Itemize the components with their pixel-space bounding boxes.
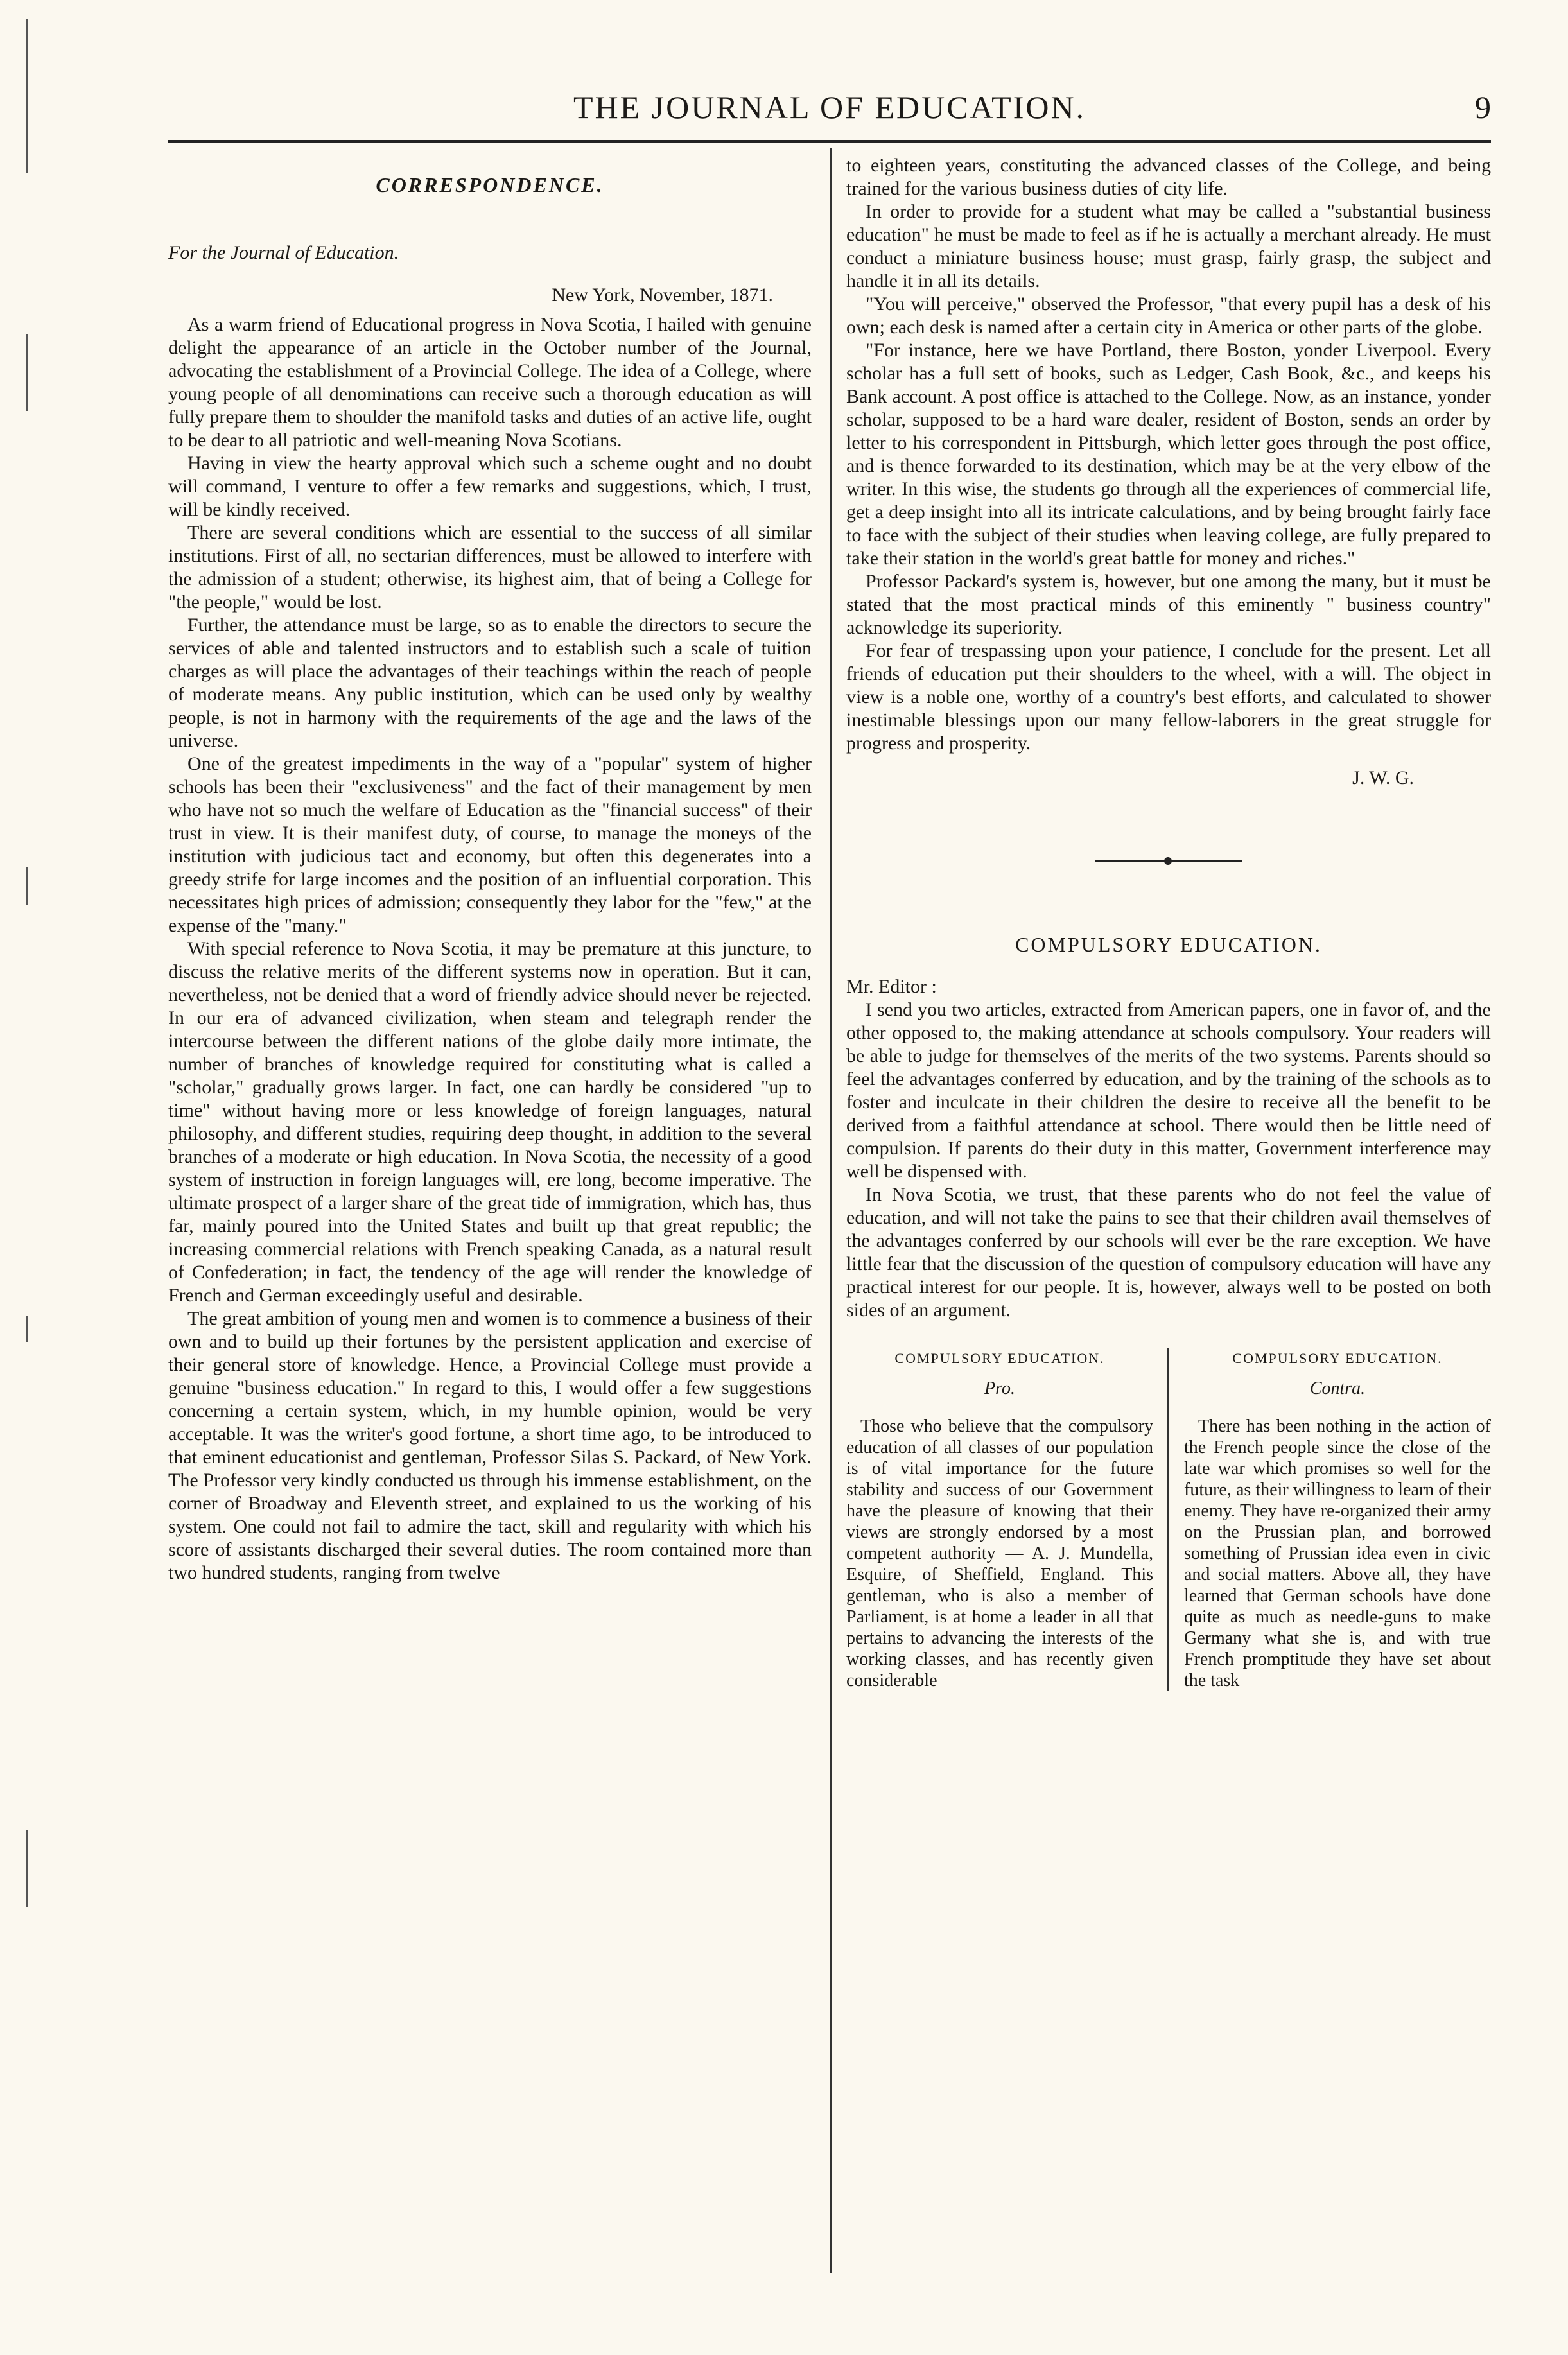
paragraph: Further, the attendance must be large, so as to enable the directors to secure the services of able and talented instructors and to establish such a scale of tuition charges as will place the advantages of their teachings within the reach of people of moderate means. Any public institution, which can be used only by wealthy people, is not in harmony with the requirements of the age and the laws of the universe. bbox=[168, 614, 812, 751]
pro-subtitle: Pro. bbox=[984, 1378, 1015, 1398]
contra-column bbox=[1184, 1348, 1491, 1691]
salutation: Mr. Editor : bbox=[846, 976, 937, 997]
compulsory-title: COMPULSORY EDUCATION. bbox=[1015, 933, 1322, 956]
paragraph: Professor Packard's system is, however, but one among the many, but it must be stated that the most practical minds of this eminently " business country" acknowledge its superiority. bbox=[846, 571, 1491, 638]
continued-paragraph: to eighteen years, constituting the advanced classes of the College, and being trained for the various business duties of city life. bbox=[846, 155, 1491, 199]
margin-mark bbox=[26, 334, 28, 411]
paragraph: I send you two articles, extracted from American papers, one in favor of, and the other opposed to, the making attendance at schools compulsory. Your readers will be able to judge for themselves of the merits of the two systems. Parents should so feel the advantages conferred by education, and by the training of the schools as to foster and inculcate in their children the desire to receive all the benefit to be derived from a faithful attendance at school. There would then be little need of compulsion. If parents do their duty in this matter, Government interference may well be dispensed with. bbox=[846, 999, 1491, 1182]
paragraph: There are several conditions which are essential to the success of all similar institutions. First of all, no sectarian differences, must be allowed to interfere with the admission of a student; otherwise, its highest aim, that of being a College for "the people," would be lost. bbox=[168, 522, 812, 613]
paragraph: "You will perceive," observed the Professor, "that every pupil has a desk of his own; each desk is named after a certain city in America or other parts of the globe. bbox=[846, 293, 1491, 338]
journal-title: THE JOURNAL OF EDUCATION. bbox=[573, 89, 1086, 125]
correspondence-title: CORRESPONDENCE. bbox=[376, 173, 604, 196]
margin-mark bbox=[26, 19, 28, 173]
page-header bbox=[168, 83, 1491, 135]
contra-text: There has been nothing in the action of the French people since the close of the late war which promises so well for the future, as their willingness to learn of their enemy. They have re-organized their army on the Prussian plan, and borrowed something of Prussian idea even in civic and social matters. Above all, they have learned that German schools have done quite as much as needle-guns to make Germany what she is, and with true French promptitude they have set about the task bbox=[1184, 1416, 1491, 1690]
left-column bbox=[168, 154, 812, 1585]
margin-mark bbox=[26, 1316, 28, 1342]
paragraph: One of the greatest impediments in the way of a "popular" system of higher schools has been their "exclusiveness" and the fact of their management by men who have not so much the welfare of Education as the "financial success" of their trust in view. It is their manifest duty, of course, to manage the moneys of the institution with judicious tact and economy, but often this degenerates into a greedy strife for large incomes and the position of an influential corporation. This necessitates high prices of admission; consequently they labor for the "few," at the expense of the "many." bbox=[168, 753, 812, 936]
paragraph: Having in view the hearty approval which such a scheme ought and no doubt will command, I venture to offer a few remarks and suggestions, which, I trust, will be kindly received. bbox=[168, 453, 812, 520]
pro-column bbox=[846, 1348, 1153, 1691]
paragraph: In Nova Scotia, we trust, that these parents who do not feel the value of education, and will not take the pains to see that their children avail themselves of the advantages conferred by our schools will ever be the rare exception. We have little fear that the discussion of the question of compulsory education will have any practical interest for our people. It is, however, always well to be posted on both sides of an argument. bbox=[846, 1184, 1491, 1321]
section-divider bbox=[1095, 860, 1242, 862]
contra-subtitle: Contra. bbox=[1309, 1378, 1366, 1398]
right-column bbox=[846, 154, 1491, 1691]
signature: J. W. G. bbox=[1352, 767, 1414, 788]
pro-heading: COMPULSORY EDUCATION. bbox=[894, 1350, 1105, 1366]
pro-text: Those who believe that the compulsory education of all classes of our population is of vital importance for the future stability and success of our Government have the pleasure of knowing that their views are strongly endorsed by a most competent authority — A. J. Mundella, Esquire, of Sheffield, England. This gentleman, who is also a member of Parliament, is at home a leader in all that pertains to advancing the interests of the working classes, and has recently given considerable bbox=[846, 1416, 1153, 1690]
paragraph: As a warm friend of Educational progress in Nova Scotia, I hailed with genuine delight the appearance of an article in the October number of the Journal, advocating the establishment of a Provincial College. The idea of a College, where young people of all denominations can receive such a thorough education as will fully prepare them to shoulder the manifold tasks and duties of an active life, ought to be dear to all patriotic and well-meaning Nova Scotians. bbox=[168, 314, 812, 451]
margin-mark bbox=[26, 867, 28, 905]
paragraph: With special reference to Nova Scotia, it may be premature at this juncture, to discuss the relative merits of the different systems now in operation. But it can, nevertheless, not be denied that a word of friendly advice should never be rejected. In our era of advanced civilization, when steam and telegraph render the intercourse between the different nations of the globe daily more intimate, the number of branches of knowledge required for constituting what is called a "scholar," gradually grows larger. In fact, one can hardly be considered "up to time" without having more or less knowledge of foreign languages, natural philosophy, and different studies, requiring deep thought, in addition to the several branches of a moderate or high education. In Nova Scotia, the necessity of a good system of instruction in foreign languages will, ere long, become imperative. The ultimate prospect of a larger share of the great tide of immigration, which has, thus far, mainly poured into the United States and built up that great republic; the increasing commercial relations with French speaking Canada, as a natural result of Confederation; in fact, the tendency of the age will render the knowledge of French and German exceedingly useful and desirable. bbox=[168, 938, 812, 1306]
pro-contra-columns bbox=[846, 1348, 1491, 1691]
page-number: 9 bbox=[1475, 89, 1491, 125]
dateline: New York, November, 1871. bbox=[552, 284, 773, 306]
byline: For the Journal of Education. bbox=[168, 242, 399, 263]
header-rule bbox=[168, 140, 1491, 143]
paragraph: For fear of trespassing upon your patience, I conclude for the present. Let all friends of education put their shoulders to the wheel, with a will. The object in view is a noble one, worthy of a country's best efforts, and calculated to shower inestimable blessings upon our many fellow-laborers in the great struggle for progress and prosperity. bbox=[846, 640, 1491, 754]
column-rule bbox=[830, 148, 832, 2273]
paragraph: "For instance, here we have Portland, there Boston, yonder Liverpool. Every scholar has a full sett of books, such as Ledger, Cash Book, &c., and keeps his Bank account. A post office is attached to the College. Now, as an instance, yonder scholar, supposed to be a hard ware dealer, resident of Boston, sends an order by letter to his correspondent in Pittsburgh, which letter goes through the post office, and is thence forwarded to its destination, which may be at the very elbow of the writer. In this wise, the students go through all the experiences of commercial life, get a deep insight into all its intricate calculations, and by being brought fairly face to face with the subject of their studies when leaving college, are fully prepared to take their station in the world's great battle for money and riches." bbox=[846, 340, 1491, 569]
paragraph: In order to provide for a student what may be called a "substantial business education" he must be made to feel as if he is actually a merchant already. He must conduct a miniature business house; must grasp, fairly grasp, the subject and handle it in all its details. bbox=[846, 201, 1491, 291]
subcolumn-rule bbox=[1167, 1348, 1169, 1691]
contra-heading: COMPULSORY EDUCATION. bbox=[1232, 1350, 1443, 1366]
paragraph: The great ambition of young men and women is to commence a business of their own and to build up their fortunes by the persistent application and exercise of their general store of knowledge. Hence, a Provincial College must provide a genuine "business education." In regard to this, I would offer a few suggestions concerning a certain system, which, in my humble opinion, would be very acceptable. It was the writer's good fortune, a short time ago, to be introduced to that eminent educationist and gentleman, Professor Silas S. Packard, of New York. The Professor very kindly conducted us through his immense establishment, on the corner of Broadway and Eleventh street, and explained to us the working of his system. One could not fail to admire the tact, skill and regularity with which his score of assistants discharged their several duties. The room contained more than two hundred students, ranging from twelve bbox=[168, 1308, 812, 1583]
margin-mark bbox=[26, 1830, 28, 1907]
